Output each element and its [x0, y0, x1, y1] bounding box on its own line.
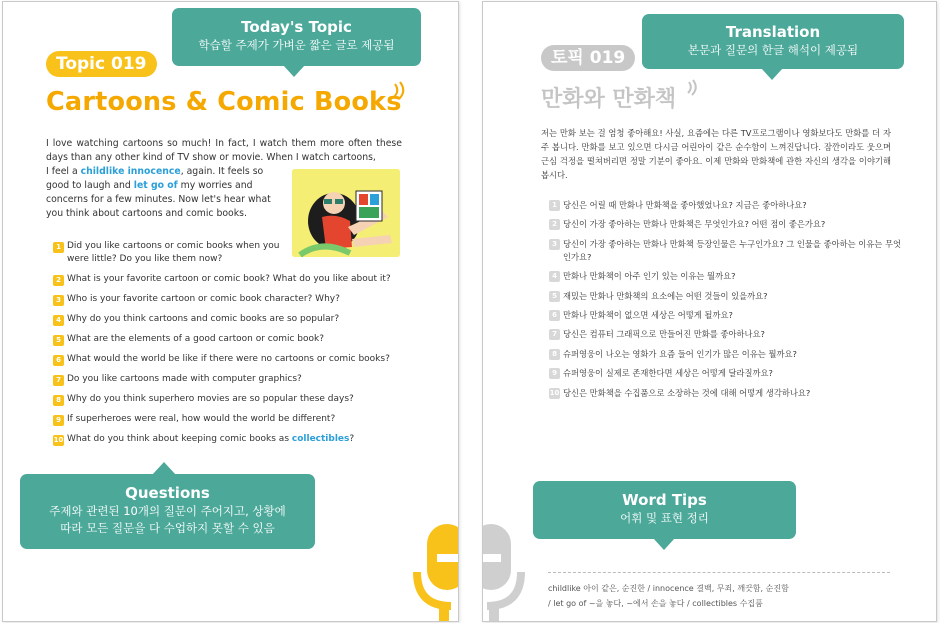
- callout-word-tips: [533, 481, 796, 539]
- question-text: Who is your favorite cartoon or comic book character? Why?: [67, 294, 340, 304]
- question-number: 6: [53, 355, 64, 366]
- topic-badge: Topic 019: [46, 51, 157, 77]
- list-item: [549, 290, 904, 303]
- callout-translation: [642, 14, 904, 69]
- list-item: [549, 328, 904, 341]
- microphone-icon: [411, 520, 459, 622]
- callout-pointer: [761, 68, 783, 80]
- question-number: 3: [53, 295, 64, 306]
- question-text: 슈퍼영웅이 실제로 존재한다면 세상은 어떻게 달라질까요?: [563, 368, 773, 379]
- microphone-icon: [482, 520, 527, 622]
- list-item: [53, 333, 403, 346]
- question-number: 2: [549, 219, 560, 230]
- page-title: Cartoons & Comic Books: [46, 87, 402, 117]
- question-number: 10: [549, 388, 560, 397]
- topic-badge: 토픽 019: [541, 45, 635, 71]
- question-text-tail: ?: [349, 434, 355, 444]
- intro-text: I feel a: [46, 166, 81, 177]
- callout-title: Today's Topic: [241, 18, 352, 36]
- question-text: 슈퍼영웅이 나오는 영화가 요즘 들어 인기가 많은 이유는 뭘까요?: [563, 348, 797, 359]
- question-number: 9: [549, 368, 560, 379]
- question-list: [549, 199, 904, 406]
- list-item: [53, 293, 403, 306]
- question-text: What are the elements of a good cartoon or comic book?: [67, 334, 325, 344]
- question-text: Why do you think cartoons and comic books are so popular?: [67, 314, 340, 324]
- callout-pointer: [653, 538, 675, 550]
- question-number: 5: [53, 335, 64, 346]
- intro-text: , again. It feels so good to laugh and: [46, 166, 264, 191]
- question-number: 1: [53, 242, 64, 253]
- list-item: [549, 270, 904, 283]
- list-item: [53, 240, 403, 266]
- callout-pointer: [283, 65, 305, 77]
- intro-paragraph: [46, 165, 286, 221]
- sound-waves-icon: [391, 80, 411, 102]
- list-item: [53, 273, 403, 286]
- list-item: [549, 199, 904, 212]
- question-number: 6: [549, 310, 560, 321]
- sound-waves-icon: [685, 78, 703, 98]
- question-number: 7: [53, 375, 64, 386]
- callout-subtitle: 주제와 관련된 10개의 질문이 주어지고, 상황에: [49, 504, 286, 518]
- list-item: [53, 433, 403, 446]
- list-item: [53, 413, 403, 426]
- question-text: 재밌는 만화나 만화책의 요소에는 어떤 것들이 있을까요?: [563, 290, 768, 301]
- callout-title: Translation: [725, 23, 821, 41]
- question-number: 8: [549, 349, 560, 360]
- question-text: 당신은 컴퓨터 그래픽으로 만들어진 만화를 좋아하나요?: [563, 329, 765, 340]
- question-text: 만화나 만화책이 아주 인기 있는 이유는 뭘까요?: [563, 271, 736, 282]
- list-item: [53, 373, 403, 386]
- question-text: 당신이 가장 좋아하는 만화나 만화책 등장인물은 누구인가요? 그 인물을 좋아하는 이유는 무엇인가요?: [563, 238, 901, 262]
- word-tips-line: / let go of ~을 놓다, ~에서 손을 놓다 / collectibles 수집품: [548, 599, 763, 608]
- question-text: If superheroes were real, how would the world be different?: [67, 414, 336, 424]
- callout-subtitle: 따라 모든 질문을 다 수업하지 못할 수 있음: [60, 521, 275, 535]
- list-item: [549, 367, 904, 380]
- question-text: 만화나 만화책이 없으면 세상은 어떻게 될까요?: [563, 309, 733, 320]
- question-text: What is your favorite cartoon or comic book? What do you like about it?: [67, 274, 391, 284]
- question-text: Why do you think superhero movies are so popular these days?: [67, 394, 354, 404]
- intro-paragraph-top: I love watching cartoons so much! In fact, I watch them more often these days than any other kind of TV show or movie. When I watch cartoons,: [46, 138, 402, 163]
- callout-title: Questions: [125, 484, 210, 502]
- list-item: [549, 348, 904, 361]
- callout-subtitle: 어휘 및 표현 정리: [620, 511, 709, 525]
- question-text: What do you think about keeping comic books as: [67, 434, 292, 444]
- question-number: 1: [549, 200, 560, 211]
- question-number: 10: [53, 436, 64, 444]
- intro-text: my worries and concerns for a few minutes. Now let's hear what you think about cartoons and comic books.: [46, 180, 271, 219]
- question-number: 9: [53, 415, 64, 426]
- question-number: 8: [53, 395, 64, 406]
- list-item: [53, 353, 403, 366]
- highlight-let-go-of: let go of: [133, 180, 178, 191]
- list-item: [549, 387, 904, 400]
- question-number: 4: [53, 315, 64, 326]
- list-item: [53, 393, 403, 406]
- question-text: 당신은 어릴 때 만화나 만화책을 좋아했었나요? 지금은 좋아하나요?: [563, 200, 807, 210]
- list-item: [549, 238, 904, 264]
- callout-subtitle: 본문과 질문의 한글 해석이 제공됨: [687, 43, 859, 57]
- question-text: Do you like cartoons made with computer graphics?: [67, 374, 302, 384]
- callout-pointer: [152, 462, 176, 475]
- question-text: What would the world be like if there were no cartoons or comic books?: [67, 354, 390, 364]
- callout-title: Word Tips: [622, 491, 707, 509]
- question-number: 7: [549, 329, 560, 340]
- question-number: 4: [549, 271, 560, 282]
- intro-paragraph: 저는 만화 보는 걸 엄청 좋아해요! 사실, 요즘에는 다른 TV프로그램이나 영화보다도 만화를 더 자주 봅니다. 만화를 보고 있으면 다시금 어린아이 같은 순수함이 느껴진답니다. 잠깐이라도 웃으며 근심 걱정을 떨쳐버리면 정말 기분이 좋아요. 이제 만화와 만화책에 관한 자신의 생각을 이야기해봅시다.: [541, 128, 891, 180]
- question-number: 3: [549, 239, 560, 250]
- page-title: 만화와 만화책: [541, 87, 677, 112]
- question-text: Did you like cartoons or comic books when you were little? Do you like them now?: [67, 241, 280, 264]
- callout-subtitle: 학습할 주제가 가벼운 짧은 글로 제공됨: [198, 38, 395, 52]
- highlight-childlike-innocence: childlike innocence: [80, 166, 181, 177]
- list-item: [53, 313, 403, 326]
- word-tips-line: childlike 아이 같은, 순진한 / innocence 결백, 무죄, 깨끗함, 순진함: [548, 584, 789, 593]
- list-item: [549, 309, 904, 322]
- highlight-collectibles: collectibles: [291, 434, 350, 444]
- list-item: [549, 218, 904, 231]
- question-text: 당신이 가장 좋아하는 만화나 만화책은 무엇인가요? 어떤 점이 좋은가요?: [563, 219, 826, 230]
- word-tips-divider: [548, 572, 890, 573]
- callout-questions: [20, 474, 315, 549]
- callout-todays-topic: [172, 8, 421, 66]
- question-number: 5: [549, 291, 560, 302]
- question-text: 당신은 만화책을 수집품으로 소장하는 것에 대해 어떻게 생각하나요?: [563, 387, 811, 398]
- question-number: 2: [53, 275, 64, 286]
- question-list: [53, 240, 403, 453]
